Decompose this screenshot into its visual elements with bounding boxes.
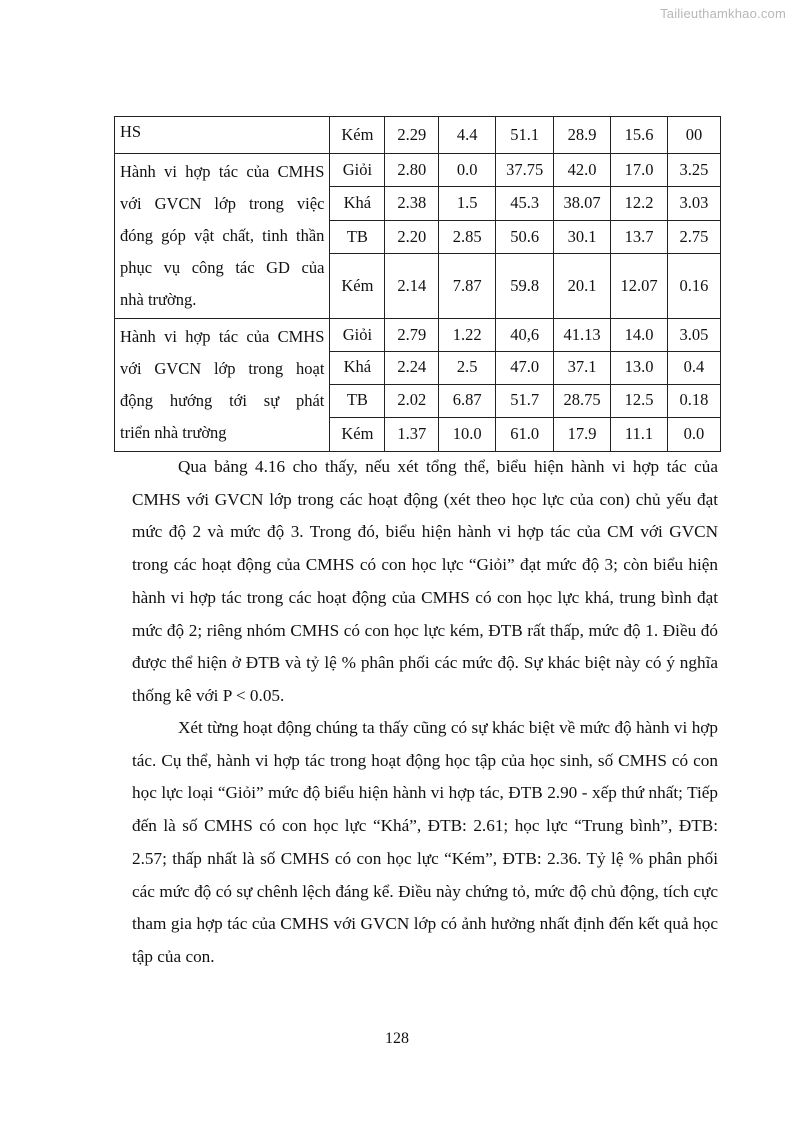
cell-c3: 42.0 xyxy=(554,154,611,187)
cell-c1: 10.0 xyxy=(439,417,496,451)
cell-level: Giỏi xyxy=(330,154,385,187)
cell-c4: 13.0 xyxy=(611,351,668,384)
cell-c5: 3.05 xyxy=(667,319,720,352)
cell-c4: 12.07 xyxy=(611,254,668,319)
paragraph-detail: Xét từng hoạt động chúng ta thấy cũng có sự khác biệt về mức độ hành vi hợp tác. Cụ thể, hành vi hợp tác trong hoạt động học tập của học sinh, số CMHS có con học lực loại “Giỏi” mức độ biểu hiện hành vi hợp tác, ĐTB 2.90 - xếp thứ nhất; Tiếp đến là số CMHS có con học lực “Khá”, ĐTB: 2.61; học lực “Trung bình”, ĐTB: 2.57; thấp nhất là số CMHS có con học lực “Kém”, ĐTB: 2.36. Tỷ lệ % phân phối các mức độ có sự chênh lệch đáng kể. Điều này chứng tỏ, mức độ chủ động, tích cực tham gia hợp tác của CMHS với GVCN lớp có ảnh hưởng nhất định đến kết quả học tập của con. xyxy=(132,718,718,966)
cell-c4: 13.7 xyxy=(611,220,668,253)
cell-dtb: 2.38 xyxy=(385,187,439,220)
cell-dtb: 2.29 xyxy=(385,117,439,154)
cell-dtb: 1.37 xyxy=(385,417,439,451)
cell-c2: 50.6 xyxy=(496,220,554,253)
cell-level: Giỏi xyxy=(330,319,385,352)
paragraph-summary: Qua bảng 4.16 cho thấy, nếu xét tổng thể, biểu hiện hành vi hợp tác của CMHS với GVCN lớp trong các hoạt động (xét theo học lực của con) chủ yếu đạt mức độ 2 và mức độ 3. Trong đó, biểu hiện hành vi hợp tác của CM với GVCN trong các hoạt động của CMHS có con học lực “Giỏi” đạt mức độ 3; còn biểu hiện hành vi hợp tác trong các hoạt động của CMHS có con học lực khá, trung bình đạt mức độ 2; riêng nhóm CMHS có con học lực kém, ĐTB rất thấp, mức độ 1. Điều đó được thể hiện ở ĐTB và tỷ lệ % phân phối các mức độ. Sự khác biệt này có ý nghĩa thống kê với P < 0.05. xyxy=(132,457,718,705)
cell-c3: 17.9 xyxy=(554,417,611,451)
table-row xyxy=(115,117,721,154)
description-line: động hướng tới sự phát xyxy=(120,391,325,410)
description-line: nhà trường. xyxy=(120,290,197,309)
cell-c3: 37.1 xyxy=(554,351,611,384)
page-number: 128 xyxy=(385,1030,409,1047)
cell-c2: 45.3 xyxy=(496,187,554,220)
cell-c1: 4.4 xyxy=(439,117,496,154)
cell-c4: 15.6 xyxy=(611,117,668,154)
cell-c2: 51.1 xyxy=(496,117,554,154)
cell-level: TB xyxy=(330,384,385,417)
table-row xyxy=(115,319,721,352)
cell-c4: 12.2 xyxy=(611,187,668,220)
watermark: Tailieuthamkhao.com xyxy=(660,6,786,21)
cell-dtb: 2.02 xyxy=(385,384,439,417)
cell-c2: 37.75 xyxy=(496,154,554,187)
cell-c1: 0.0 xyxy=(439,154,496,187)
row-description: HS xyxy=(115,117,330,154)
cell-level: Kém xyxy=(330,117,385,154)
cell-level: TB xyxy=(330,220,385,253)
description-line: Hành vi hợp tác của CMHS xyxy=(120,162,325,181)
cell-dtb: 2.20 xyxy=(385,220,439,253)
cell-level: Khá xyxy=(330,187,385,220)
group-description xyxy=(115,154,330,319)
table-row xyxy=(115,154,721,187)
description-line: phục vụ công tác GD của xyxy=(120,258,325,277)
cell-c5: 2.75 xyxy=(667,220,720,253)
cell-c4: 12.5 xyxy=(611,384,668,417)
cell-c1: 7.87 xyxy=(439,254,496,319)
cell-c5: 0.16 xyxy=(667,254,720,319)
cell-c3: 28.9 xyxy=(554,117,611,154)
group-description xyxy=(115,319,330,452)
cell-dtb: 2.14 xyxy=(385,254,439,319)
cell-c2: 61.0 xyxy=(496,417,554,451)
cell-c2: 51.7 xyxy=(496,384,554,417)
cell-c2: 47.0 xyxy=(496,351,554,384)
description-line: Hành vi hợp tác của CMHS xyxy=(120,327,325,346)
cell-c2: 59.8 xyxy=(496,254,554,319)
cell-c3: 38.07 xyxy=(554,187,611,220)
cell-c3: 28.75 xyxy=(554,384,611,417)
cell-c3: 41.13 xyxy=(554,319,611,352)
cell-c1: 2.5 xyxy=(439,351,496,384)
cell-dtb: 2.24 xyxy=(385,351,439,384)
description-line: với GVCN lớp trong hoạt xyxy=(120,359,325,378)
cell-c3: 30.1 xyxy=(554,220,611,253)
description-line: triển nhà trường xyxy=(120,423,227,442)
cell-c3: 20.1 xyxy=(554,254,611,319)
description-line: đóng góp vật chất, tinh thần xyxy=(120,226,325,245)
cell-dtb: 2.80 xyxy=(385,154,439,187)
cell-c4: 14.0 xyxy=(611,319,668,352)
cell-c1: 1.22 xyxy=(439,319,496,352)
cell-c2: 40,6 xyxy=(496,319,554,352)
cell-c5: 3.03 xyxy=(667,187,720,220)
cell-level: Kém xyxy=(330,417,385,451)
cell-dtb: 2.79 xyxy=(385,319,439,352)
cell-c5: 00 xyxy=(667,117,720,154)
cell-c5: 0.4 xyxy=(667,351,720,384)
cell-c5: 0.0 xyxy=(667,417,720,451)
cell-c5: 0.18 xyxy=(667,384,720,417)
cell-c1: 1.5 xyxy=(439,187,496,220)
cell-level: Kém xyxy=(330,254,385,319)
cell-c4: 17.0 xyxy=(611,154,668,187)
cell-c4: 11.1 xyxy=(611,417,668,451)
cell-c5: 3.25 xyxy=(667,154,720,187)
results-table xyxy=(114,116,721,452)
cell-level: Khá xyxy=(330,351,385,384)
cell-c1: 6.87 xyxy=(439,384,496,417)
cell-c1: 2.85 xyxy=(439,220,496,253)
description-line: với GVCN lớp trong việc xyxy=(120,194,325,213)
